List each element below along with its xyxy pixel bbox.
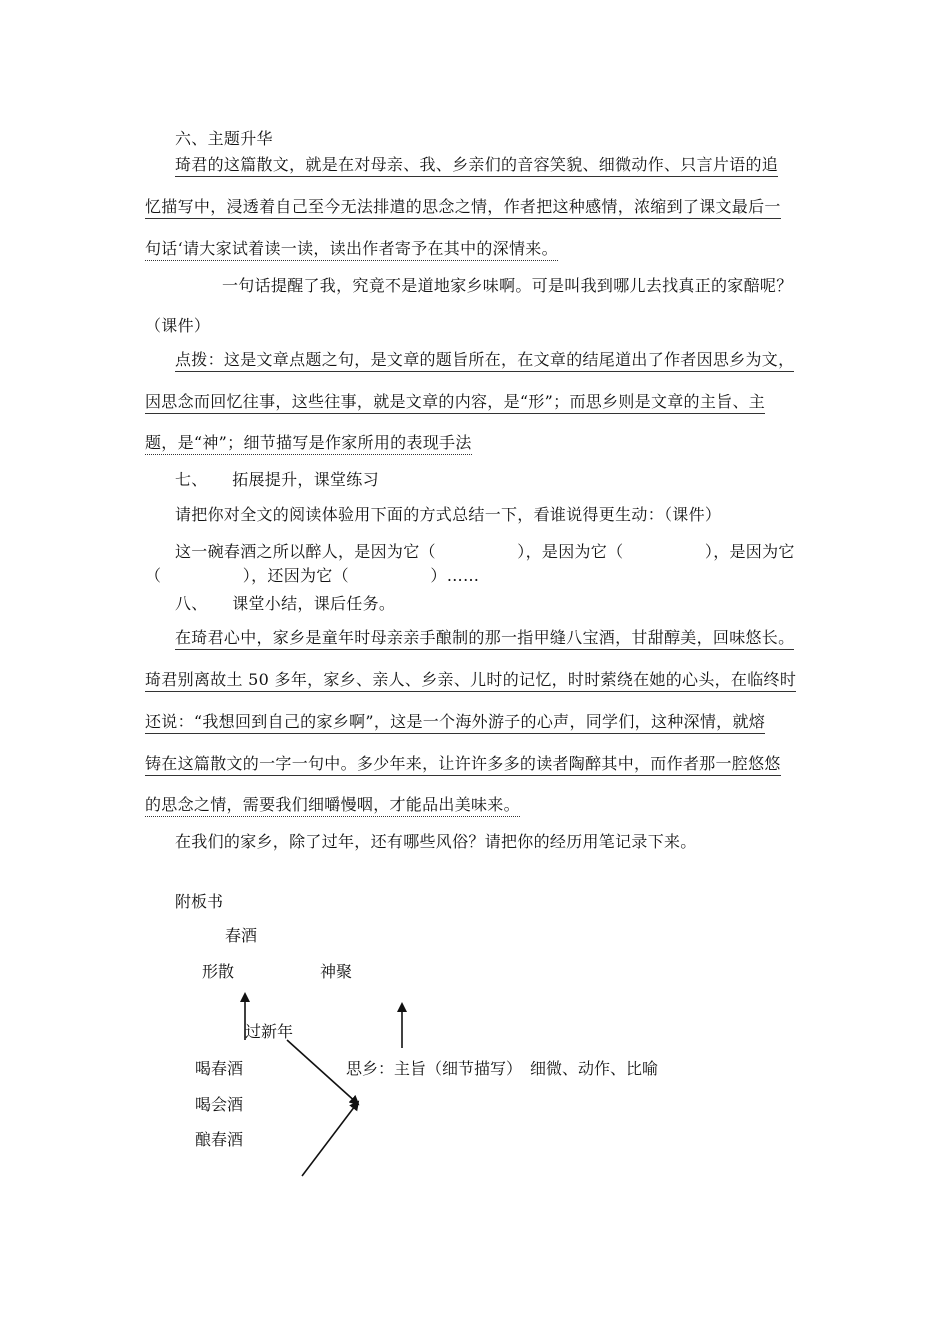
s7-fill-line-1: 这一碗春酒之所以醉人，是因为它（ ），是因为它（ ），是因为它	[175, 542, 795, 561]
board-title: 春酒	[225, 926, 258, 945]
dianbo-line-3: 题，是“神”；细节描写是作家所用的表现手法	[145, 430, 472, 455]
section-7-heading: 七、 拓展提升，课堂练习	[175, 470, 379, 489]
section-6-heading: 六、主题升华	[175, 129, 273, 148]
s7-fill-line-2: （ ），还因为它（ ）……	[145, 566, 480, 585]
s6-quote: 一句话提醒了我，究竟不是道地家乡味啊。可是叫我到哪儿去找真正的家醅呢？	[222, 276, 793, 295]
arrow-diag-down	[287, 1040, 358, 1104]
board-heading: 附板书	[175, 892, 224, 911]
s6-para-line-3: 句话‘请大家试着读一读，读出作者寄予在其中的深情来。	[145, 236, 558, 261]
s8-task: 在我们的家乡，除了过年，还有哪些风俗？请把你的经历用笔记录下来。	[175, 832, 697, 851]
s6-kejian: （课件）	[145, 316, 211, 335]
dianbo-line-1: 点拨：这是文章点题之句，是文章的题旨所在，在文章的结尾道出了作者因思乡为文，	[175, 347, 794, 372]
s8-para-line-3: 还说：“我想回到自己的家乡啊”，这是一个海外游子的心声，同学们，这种深情，就熔	[145, 709, 765, 734]
s6-para-line-2: 忆描写中，浸透着自己至今无法排遣的思念之情，作者把这种感情，浓缩到了课文最后一	[145, 194, 781, 219]
s8-para-line-1: 在琦君心中，家乡是童年时母亲亲手酿制的那一指甲缝八宝酒，甘甜醇美，回味悠长。	[175, 625, 794, 650]
dianbo-line-2: 因思念而回忆往事，这些往事，就是文章的内容，是“形”；而思乡则是文章的主旨、主	[145, 389, 765, 414]
board-item-3: 酿春酒	[195, 1130, 244, 1149]
section-8-heading: 八、 课堂小结，课后任务。	[175, 594, 396, 613]
board-xingsan: 形散	[202, 962, 235, 981]
board-item-1: 喝春酒	[195, 1059, 244, 1078]
board-sixiang: 思乡：主旨（细节描写） 细微、动作、比喻	[346, 1059, 659, 1078]
s7-prompt: 请把你对全文的阅读体验用下面的方式总结一下，看谁说得更生动：（课件）	[175, 505, 722, 524]
board-item-2: 喝会酒	[195, 1095, 244, 1114]
s8-para-line-5: 的思念之情，需要我们细嚼慢咽，才能品出美味来。	[145, 792, 520, 817]
s8-para-line-2: 琦君别离故土 50 多年，家乡、亲人、乡亲、儿时的记忆，时时萦绕在她的心头，在临终时	[145, 667, 796, 692]
board-shenju: 神聚	[320, 962, 353, 981]
s6-para-line-1: 琦君的这篇散文，就是在对母亲、我、乡亲们的音容笑貌、细微动作、只言片语的追	[175, 152, 778, 177]
s8-para-line-4: 铸在这篇散文的一字一句中。多少年来，让许许多多的读者陶醉其中，而作者那一腔悠悠	[145, 751, 781, 776]
arrow-diag-up	[302, 1102, 358, 1176]
board-guoxinnian: 过新年	[245, 1022, 294, 1041]
